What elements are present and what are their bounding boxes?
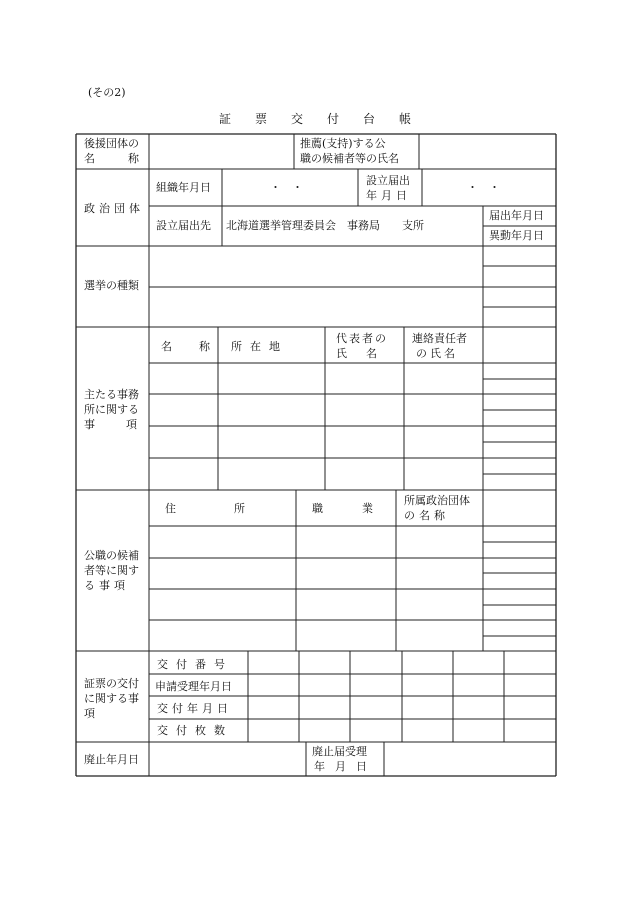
- establish-date-label-2: 年月日: [366, 189, 411, 202]
- main-office-label-2: 所に関する: [84, 403, 139, 416]
- candidate-label-1: 推薦(支持)する公: [300, 137, 386, 150]
- form-number: (その2): [88, 86, 126, 99]
- candidate-section-label-1: 公職の候補: [84, 549, 139, 562]
- col-rep-2: 氏 名: [336, 347, 381, 360]
- col-office-name: 名 称: [161, 340, 218, 353]
- col-party-2: の名称: [404, 509, 449, 522]
- submitted-to-label: 設立届出先: [156, 219, 211, 232]
- col-contact-1: 連絡責任者: [412, 332, 467, 345]
- issue-count-label: 交付枚数: [157, 724, 233, 737]
- abolition-date-label: 廃止年月日: [84, 753, 139, 766]
- col-office-address: 所在地: [231, 340, 288, 353]
- political-group-label: 政治団体: [84, 202, 144, 215]
- candidate-section-label-2: 者等に関す: [84, 564, 139, 577]
- candidate-label-2: 職の候補者等の氏名: [300, 152, 399, 165]
- request-date-label: 申請受理年月日: [155, 680, 232, 693]
- change-date-label: 異動年月日: [489, 229, 544, 242]
- page-title: 証票交付台帳: [218, 112, 435, 126]
- support-group-label-2: 名 称: [84, 152, 139, 165]
- issuance-label-2: に関する事: [84, 692, 139, 705]
- formed-date-label: 組織年月日: [156, 181, 211, 194]
- election-type-label: 選挙の種類: [84, 279, 139, 292]
- issuance-label-3: 項: [84, 707, 95, 720]
- establish-date-label-1: 設立届出: [366, 174, 410, 187]
- issuance-label-1: 証票の交付: [84, 677, 139, 690]
- col-candidate-address: 住 所: [165, 502, 257, 515]
- col-contact-2: の氏名: [416, 347, 458, 360]
- issue-number-label: 交付番号: [157, 658, 233, 671]
- issue-date-label: 交付年月日: [157, 702, 232, 715]
- col-party-1: 所属政治団体: [404, 494, 470, 507]
- notice-date-label: 届出年月日: [489, 209, 544, 222]
- formed-date-value: ・ ・: [270, 181, 303, 194]
- abolition-notice-label-2: 年月日: [314, 760, 377, 773]
- col-occupation: 職 業: [312, 502, 387, 515]
- abolition-notice-label-1: 廃止届受理: [312, 745, 367, 758]
- support-group-label-1: 後援団体の: [84, 137, 139, 150]
- col-rep-1: 代表者の: [336, 332, 388, 345]
- establish-date-value: ・ ・: [467, 181, 500, 194]
- main-office-label-1: 主たる事務: [84, 388, 139, 401]
- main-office-label-3: 事 項: [84, 418, 140, 431]
- submitted-to-value: 北海道選挙管理委員会 事務局 支所: [226, 219, 424, 232]
- candidate-section-label-3: る事項: [84, 579, 129, 592]
